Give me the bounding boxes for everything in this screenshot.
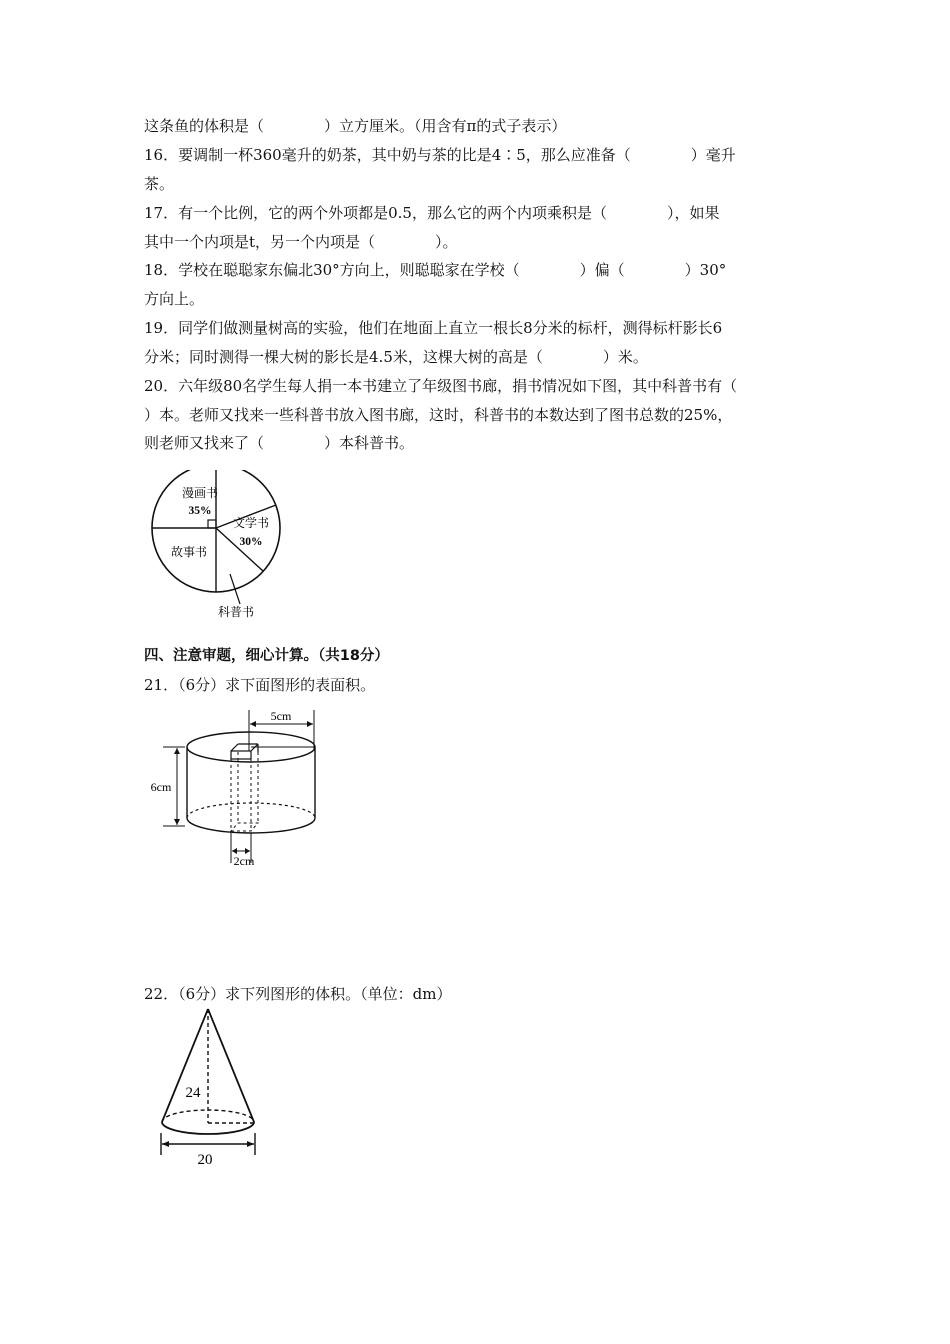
text-line: ）本。老师又找来一些科普书放入图书廊，这时，科普书的本数达到了图书总数的25%， [144,406,733,424]
dimension-side-label: 6cm [150,780,172,794]
text-line: 分米；同时测得一棵大树的影长是4.5米，这棵大树的高是（ ）米。 [144,348,648,366]
text-line: 16．要调制一杯360毫升的奶茶，其中奶与茶的比是4∶5，那么应准备（ ）毫升 [144,146,736,164]
text-line: 则老师又找来了（ ）本科普书。 [144,434,415,452]
cone-base-label: 20 [197,1152,213,1168]
text-line: 20．六年级80名学生每人捐一本书建立了年级图书廊，捐书情况如下图，其中科普书有（ [144,377,738,395]
cone-figure [155,1005,270,1170]
pie-label-gushi: 故事书 [170,545,208,559]
cone-height-label: 24 [185,1085,201,1101]
pie-divider-right-lower [216,528,263,571]
dimension-top-label: 5cm [270,709,292,723]
q22-text: 22．（6分）求下列图形的体积。（单位：dm） [144,985,452,1003]
text-line: 这条鱼的体积是（ ）立方厘米。（用含有π的式子表示） [144,117,567,135]
pie-figure [148,470,288,620]
text-line: 其中一个内项是t，另一个内项是（ ）。 [144,233,458,251]
text-line: 茶。 [144,175,175,193]
pie-label-manhua: 漫画书 [181,486,219,500]
right-angle-mark [208,520,216,528]
text-line: 18．学校在聪聪家东偏北30°方向上，则聪聪家在学校（ ）偏（ ）30° [144,261,727,279]
text-line: 17．有一个比例，它的两个外项都是0.5，那么它的两个内项乘积是（ ），如果 [144,204,720,222]
kepu-pointer [230,574,240,604]
dimension-bottom-label: 2cm [233,854,255,868]
pie-pct-wenxue: 30% [239,536,263,548]
q21-text: 21．（6分）求下面图形的表面积。 [144,676,376,694]
pie-label-kepu: 科普书 [217,605,255,619]
text-line: 19．同学们做测量树高的实验，他们在地面上直立一根长8分米的标杆，测得标杆影长6 [144,319,723,337]
section-4-title: 四、注意审题，细心计算。（共18分） [144,648,389,664]
text-line: 方向上。 [144,290,205,308]
cylinder-figure [145,703,325,873]
pie-label-wenxue: 文学书 [232,516,270,530]
pie-pct-manhua: 35% [188,505,212,517]
